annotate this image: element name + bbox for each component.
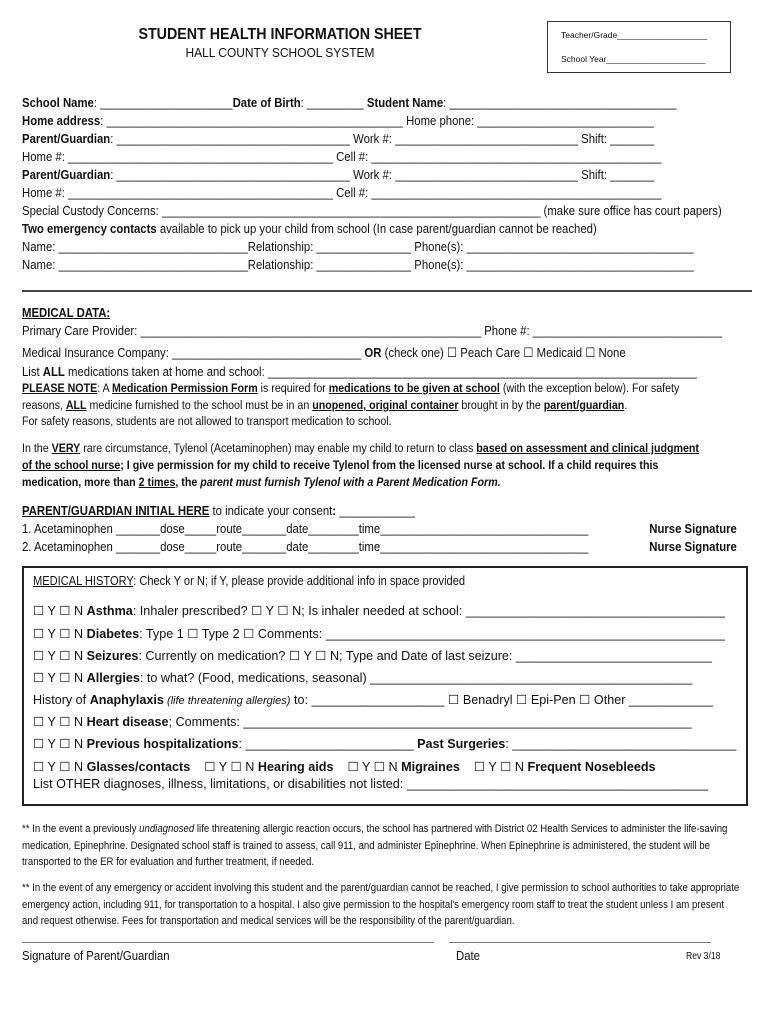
home-address-label: Home address <box>22 113 101 128</box>
ty1-very: VERY <box>51 441 81 455</box>
anaph-label: Anaphylaxis <box>89 693 164 707</box>
epi-note-italic: undiagnosed <box>139 823 195 835</box>
initial-field[interactable]: ____________ <box>336 503 415 518</box>
teacher-grade-box <box>547 21 731 73</box>
migraines-label: Migraines <box>401 760 460 774</box>
school-name-label: School Name <box>22 95 94 110</box>
emergency-heading <box>22 221 597 236</box>
hospitalizations-row[interactable] <box>33 736 736 751</box>
asthma-label: Asthma <box>86 604 133 618</box>
tylenol-line-1 <box>22 441 699 455</box>
student-line-1 <box>22 95 677 110</box>
diabetes-field[interactable]: : Type 1 ☐ Type 2 ☐ Comments: _________________________________________________________ <box>139 627 725 641</box>
teacher-grade-field[interactable]: Teacher/Grade___________________ <box>561 30 708 40</box>
glasses-checkboxes[interactable]: ☐ Y ☐ N <box>33 760 87 774</box>
note2-c: brought in by the <box>458 398 544 412</box>
tylenol-line-3 <box>22 475 501 489</box>
ty3-d: parent must furnish Tylenol with a Parent Medication Form. <box>200 475 501 489</box>
medication-form-link: Medication Permission Form <box>112 381 258 395</box>
heart-field[interactable]: ; Comments: ________________________________________________________________ <box>168 715 692 729</box>
heart-checkboxes[interactable]: ☐ Y ☐ N <box>33 715 87 729</box>
date-line[interactable] <box>449 942 711 943</box>
asthma-checkboxes[interactable]: ☐ Y ☐ N <box>33 604 87 618</box>
contact1-line[interactable]: Name: ______________________________Relationship: _______________ Phone(s): ____________________________________ <box>22 239 694 254</box>
note-given: medications to be given at school <box>328 381 500 395</box>
ty3-b: 2 times <box>138 475 176 489</box>
note-line-1 <box>22 381 679 395</box>
initial-text: to indicate your consent <box>209 503 333 518</box>
please-note: PLEASE NOTE <box>22 381 98 395</box>
acetaminophen-1[interactable]: 1. Acetaminophen _______dose_____route_______date________time_________________________________ <box>22 521 589 536</box>
seizures-field[interactable]: : Currently on medication? ☐ Y ☐ N; Type and Date of last seizure: ____________________________ <box>138 649 713 663</box>
diabetes-row[interactable] <box>33 626 725 641</box>
medications-line <box>22 364 697 379</box>
note-text-c: (with the exception below). For safety <box>499 381 680 395</box>
note2-pg: parent/guardian <box>543 398 625 412</box>
surgeries-field[interactable]: : ________________________________ <box>505 737 737 751</box>
school-year-field[interactable]: School Year_____________________ <box>561 54 706 64</box>
student-name-field[interactable]: : ____________________________________ <box>443 95 677 110</box>
anaph-field[interactable]: to: ___________________ ☐ Benadryl ☐ Epi-Pen ☐ Other ____________ <box>290 693 713 707</box>
date-label: Date <box>456 948 480 963</box>
note-text-a: : A <box>97 381 113 395</box>
contact2-line[interactable]: Name: ______________________________Relationship: _______________ Phone(s): ____________________________________ <box>22 257 694 272</box>
migraines-checkboxes[interactable]: ☐ Y ☐ N <box>333 760 402 774</box>
signature-label: Signature of Parent/Guardian <box>22 948 170 963</box>
meds-text: List <box>22 364 43 379</box>
revision-label: Rev 3/18 <box>686 951 721 962</box>
epinephrine-note <box>22 821 739 871</box>
nurse-signature-1: Nurse Signature <box>649 521 737 536</box>
ty1-b: rare circumstance, Tylenol (Acetaminophen) may enable my child to return to class <box>80 441 477 455</box>
insurance-or: OR <box>364 345 382 360</box>
section-divider <box>22 290 752 292</box>
ty2-b: ; I give permission for my child to receive Tylenol from the licensed nurse at school. If a child requires this <box>120 458 659 472</box>
history-heading-label: MEDICAL HISTORY <box>33 574 134 588</box>
allergies-field[interactable]: : to what? (Food, medications, seasonal) ______________________________________________ <box>139 671 693 685</box>
diabetes-label: Diabetes <box>86 627 140 641</box>
medical-history-heading <box>33 574 465 588</box>
glasses-row[interactable] <box>33 759 656 774</box>
meds-all: ALL <box>42 364 65 379</box>
epi-note-a: ** In the event a previously <box>22 823 140 835</box>
allergies-checkboxes[interactable]: ☐ Y ☐ N <box>33 671 87 685</box>
parent2-label: Parent/Guardian <box>22 167 111 182</box>
school-name-field[interactable]: : _____________________ <box>93 95 233 110</box>
initial-colon: : <box>332 503 337 518</box>
tylenol-line-2 <box>22 458 658 472</box>
epi-note-b: life threatening allergic reaction occurs, the school has partnered with District 02 Health Services to administer the life-saving medication, Epinephrine. Designated school staff is trained to assess, call 911, and administer Epinephrine. When Epinephrine is administered, the student will be transported to the ER for evaluation and further treatment, if needed. <box>22 823 728 869</box>
home2-line[interactable]: Home #: __________________________________________ Cell #: ______________________________________________ <box>22 185 662 200</box>
note2-all: ALL <box>65 398 87 412</box>
ty3-a: medication, more than <box>22 475 139 489</box>
note-line-2 <box>22 398 627 412</box>
nurse-signature-2: Nurse Signature <box>649 539 737 554</box>
ty2-a: of the school nurse <box>22 458 121 472</box>
page-title: STUDENT HEALTH INFORMATION SHEET <box>138 26 422 43</box>
home-address-field[interactable]: : _______________________________________________ Home phone: ____________________________ <box>100 113 654 128</box>
heart-row[interactable] <box>33 714 692 729</box>
anaphylaxis-row[interactable] <box>33 692 713 707</box>
anaph-text: History of <box>33 693 90 707</box>
student-name-label: Student Name <box>366 95 444 110</box>
custody-line[interactable]: Special Custody Concerns: ____________________________________________________________ (make sure office has court papers) <box>22 203 722 218</box>
glasses-label: Glasses/contacts <box>86 760 191 774</box>
note2-unopened: unopened, original container <box>312 398 459 412</box>
nosebleeds-label: Frequent Nosebleeds <box>527 760 656 774</box>
ty3-c: , the <box>175 475 201 489</box>
dob-label: Date of Birth <box>232 95 301 110</box>
note-text-b: is required for <box>257 381 329 395</box>
seizures-row[interactable] <box>33 648 712 663</box>
emergency-bold: Two emergency contacts <box>22 221 157 236</box>
note2-b: medicine furnished to the school must be in an <box>86 398 313 412</box>
history-heading-rest: : Check Y or N; if Y, please provide additional info in space provided <box>133 574 466 588</box>
insurance-checkboxes[interactable]: (check one) ☐ Peach Care ☐ Medicaid ☐ None <box>381 345 626 360</box>
ty1-a: In the <box>22 441 52 455</box>
meds-field[interactable]: medications taken at home and school: ____________________________________________________________________ <box>64 364 697 379</box>
initial-line <box>22 503 415 518</box>
nosebleeds-checkboxes[interactable]: ☐ Y ☐ N <box>459 760 528 774</box>
hearing-label: Hearing aids <box>257 760 334 774</box>
parent1-line <box>22 131 654 146</box>
parent2-field[interactable]: : _____________________________________ Work #: _____________________________ Shift: _______ <box>110 167 655 182</box>
home1-line[interactable]: Home #: __________________________________________ Cell #: ______________________________________________ <box>22 149 662 164</box>
page-subtitle: HALL COUNTY SCHOOL SYSTEM <box>185 45 375 60</box>
emergency-rest: available to pick up your child from school (In case parent/guardian cannot be reached) <box>156 221 597 236</box>
home-address-line <box>22 113 654 128</box>
allergies-label: Allergies <box>86 671 140 685</box>
asthma-row[interactable] <box>33 603 725 618</box>
anaph-italic: (life threatening allergies) <box>163 695 291 707</box>
hosp-field[interactable]: : ________________________ <box>238 737 418 751</box>
emergency-permission-note: ** In the event of any emergency or accident involving this student and the parent/guardian cannot be reached, I give permission to school authorities to take appropriate emergency action, including 911, for transportation to a hospital. I also give permission to the hospital's emergency room staff to treat the student unless I am present and request otherwise. Fees for transportation and medical services will be the responsibility of the parent/guardian. <box>22 882 740 928</box>
parent2-line <box>22 167 654 182</box>
primary-care-line[interactable]: Primary Care Provider: ______________________________________________________ Phone #: ______________________________ <box>22 323 723 338</box>
ty1-c: based on assessment and clinical judgment <box>476 441 699 455</box>
acetaminophen-2[interactable]: 2. Acetaminophen _______dose_____route_______date________time_________________________________ <box>22 539 589 554</box>
parent1-field[interactable]: : _____________________________________ Work #: _____________________________ Shift: _______ <box>110 131 655 146</box>
seizures-label: Seizures <box>86 649 139 663</box>
insurance-line <box>22 345 626 361</box>
allergies-row[interactable] <box>33 670 692 685</box>
diabetes-checkboxes[interactable]: ☐ Y ☐ N <box>33 627 87 641</box>
hosp-label: Previous hospitalizations <box>86 737 239 751</box>
hosp-checkboxes[interactable]: ☐ Y ☐ N <box>33 737 87 751</box>
medical-data-heading: MEDICAL DATA: <box>22 305 111 320</box>
seizures-checkboxes[interactable]: ☐ Y ☐ N <box>33 649 87 663</box>
hearing-checkboxes[interactable]: ☐ Y ☐ N <box>190 760 258 774</box>
parent1-label: Parent/Guardian <box>22 131 111 146</box>
insurance-field[interactable]: Medical Insurance Company: ______________________________ <box>22 345 365 360</box>
note2-a: reasons, <box>22 398 66 412</box>
note-line-3: For safety reasons, students are not allowed to transport medication to school. <box>22 414 392 428</box>
initial-label: PARENT/GUARDIAN INITIAL HERE <box>22 503 210 518</box>
signature-line[interactable] <box>22 942 434 943</box>
dob-field[interactable]: : _________ <box>300 95 367 110</box>
note2-d: . <box>624 398 628 412</box>
other-diagnoses-row[interactable]: List OTHER diagnoses, illness, limitations, or disabilities not listed: ___________________________________________ <box>33 777 708 791</box>
heart-label: Heart disease <box>86 715 169 729</box>
surgeries-label: Past Surgeries <box>417 737 506 751</box>
asthma-field[interactable]: : Inhaler prescribed? ☐ Y ☐ N; Is inhaler needed at school: _____________________________________ <box>132 604 725 618</box>
